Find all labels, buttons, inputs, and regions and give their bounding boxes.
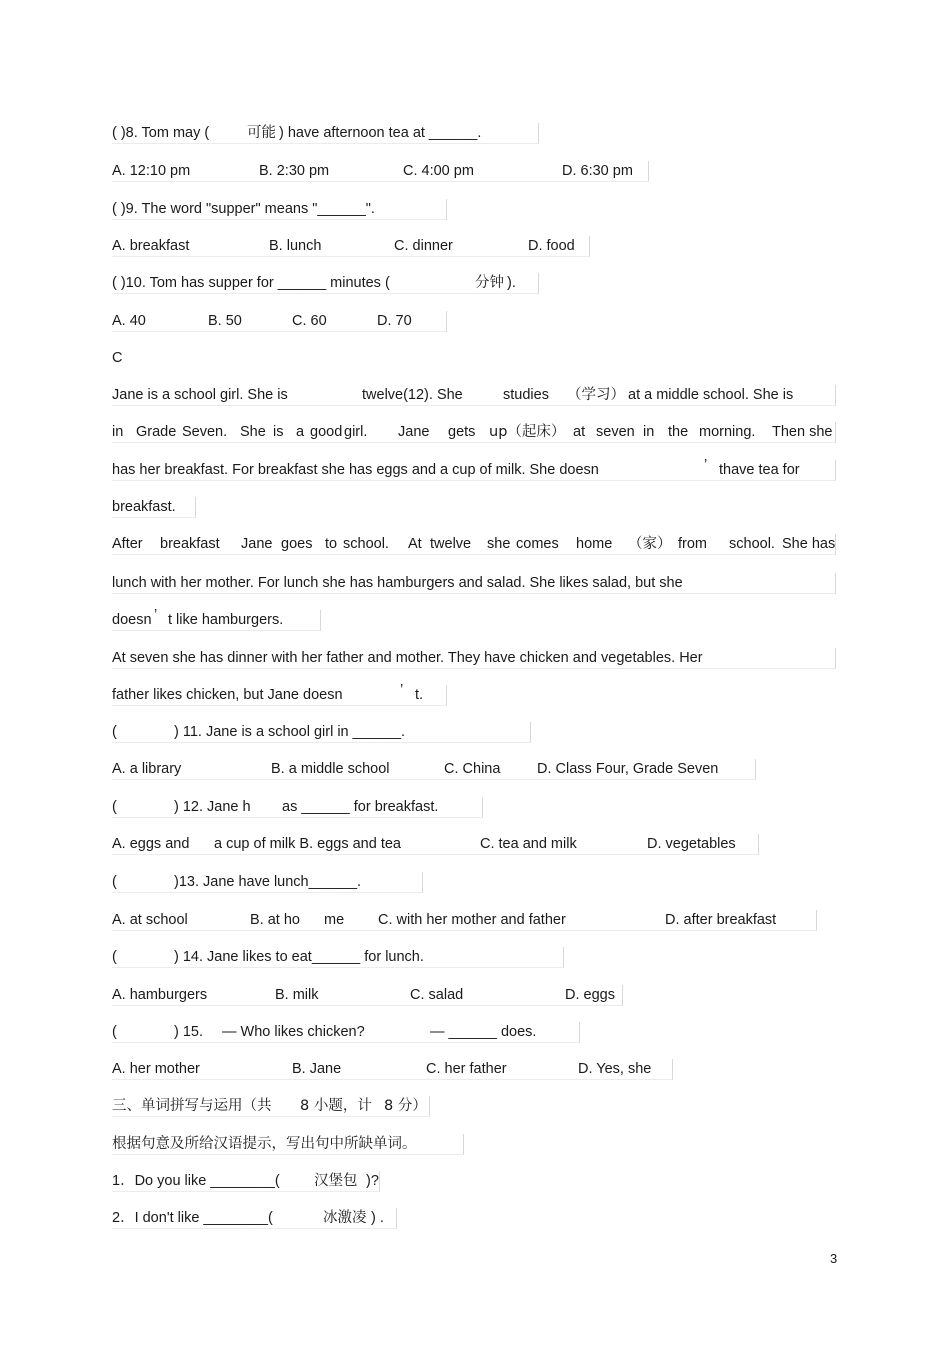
guide-box (112, 834, 759, 855)
guide-box (112, 985, 623, 1006)
guide-box (112, 497, 196, 518)
guide-box (112, 610, 321, 631)
guide-box (112, 236, 590, 257)
guide-box (112, 422, 836, 443)
guide-box (112, 311, 447, 332)
guide-box (112, 685, 447, 706)
guide-box (112, 573, 836, 594)
guide-box (112, 1208, 397, 1229)
page-number: 3 (830, 1251, 838, 1266)
guide-box (112, 648, 836, 669)
guide-box (112, 273, 539, 294)
guide-box (112, 872, 423, 893)
guide-box (112, 722, 531, 743)
worksheet-page: ( )8. Tom may ( 可能 ) have afternoon tea at ______. A. 12:10 pm B. 2:30 pm C. 4:00 pm D. 6:30 pm ( )9. The word "supper" means "______". A. breakfast B. lunch C. dinner D. food ( )10. Tom has supper for ______ minutes ( 分钟 ). A. 40 B. 50 C. 60 D. 70 C Jane is a school girl. She is twelve(12). She studies （学习） at a middle school. She is in Grade Seven. She is a good girl. Jane gets up（起床） at seven in the morning. Then she has her breakfast. For breakfast she has eggs and a cup of milk. She doesn ’ thave tea for breakfast. After breakfast Jane goes to school. At twelve she comes home （家） from school. She has lunch with her mother. For lunch she has hamburgers and salad. She likes salad, but she doesn ’ t like hamburgers. At seven she has dinner with her father and mother. They have chicken and vegetables. Her father likes chicken, but Jane doesn ’ t. ( ) 11. Jane is a school girl in ______. A. a library B. a middle school C. China D. Class Four, Grade Seven ( ) 12. Jane h as ______ for breakfast. A. eggs and a cup of milk B. eggs and tea C. tea and milk D. vegetables ( )13. Jane have lunch______. A. at school B. at ho me C. with her mother and father D. after breakfast ( ) 14. Jane likes to eat______ for lunch. A. hamburgers B. milk C. salad D. eggs ( ) 15. — Who likes chicken? — ______ does. A. her mother B. Jane C. her father D. Yes, she 三、单词拼写与运用（共 8 小题，计 8 分） 根据句意及所给汉语提示，写出句中所缺单词。 1．Do you like ________( 汉堡包 )? 2．I don't like ________( 冰激凌 ) . 3 (112, 125, 838, 1266)
guide-box (112, 385, 836, 406)
guide-box (112, 947, 564, 968)
guide-box (112, 161, 649, 182)
guide-box (112, 199, 447, 220)
guide-box (112, 1171, 380, 1192)
guide-box (112, 797, 483, 818)
guide-box (112, 460, 836, 481)
guide-box (112, 1022, 580, 1043)
guide-box (112, 910, 817, 931)
guide-box (112, 534, 836, 555)
guide-box (112, 1134, 464, 1155)
guide-box (112, 123, 539, 144)
guide-box (112, 1096, 430, 1117)
guide-box (112, 1059, 673, 1080)
guide-box (112, 759, 756, 780)
